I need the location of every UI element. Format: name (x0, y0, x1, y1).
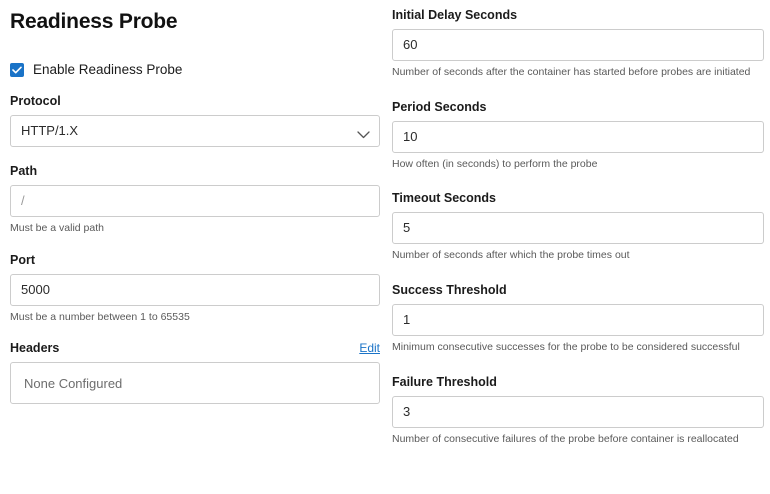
headers-label-row (10, 341, 380, 355)
port-input[interactable]: 5000 (10, 274, 380, 306)
initial-delay-field (392, 8, 764, 80)
right-column (392, 0, 764, 446)
path-input[interactable]: / (10, 185, 380, 217)
failure-threshold-input[interactable]: 3 (392, 396, 764, 428)
protocol-select-wrapper[interactable] (10, 115, 380, 147)
failure-threshold-hint: Number of consecutive failures of the probe before container is reallocated (392, 432, 739, 445)
page-title: Readiness Probe (10, 10, 178, 33)
headers-field (10, 341, 380, 404)
enable-readiness-probe-label: Enable Readiness Probe (33, 62, 183, 77)
period-field (392, 100, 764, 172)
path-field (10, 164, 380, 236)
timeout-label: Timeout Seconds (392, 191, 496, 206)
port-label: Port (10, 252, 35, 267)
left-column (10, 0, 380, 404)
path-hint: Must be a valid path (10, 222, 104, 234)
period-input[interactable]: 10 (392, 121, 764, 153)
headers-value-box[interactable]: None Configured (10, 362, 380, 404)
initial-delay-hint: Number of seconds after the container has started before probes are initiated (392, 66, 751, 78)
timeout-hint: Number of seconds after which the probe times out (392, 249, 630, 262)
timeout-input[interactable]: 5 (392, 212, 764, 244)
path-label: Path (10, 164, 38, 178)
port-hint: Must be a number between 1 to 65535 (10, 310, 190, 323)
initial-delay-input[interactable]: 60 (392, 29, 764, 61)
headers-edit-link[interactable]: Edit (359, 341, 380, 356)
period-label: Period Seconds (392, 99, 487, 114)
failure-threshold-label: Failure Threshold (392, 374, 497, 389)
failure-threshold-field (392, 375, 764, 447)
timeout-field (392, 191, 764, 263)
success-threshold-label: Success Threshold (392, 282, 507, 297)
initial-delay-label: Initial Delay Seconds (392, 8, 518, 22)
success-threshold-field (392, 283, 764, 355)
checkbox-checked-icon[interactable] (10, 63, 24, 77)
enable-readiness-probe-checkbox-row[interactable] (10, 62, 380, 77)
protocol-field (10, 94, 380, 147)
protocol-label: Protocol (10, 94, 61, 108)
port-field (10, 253, 380, 325)
headers-label: Headers (10, 341, 60, 356)
period-hint: How often (in seconds) to perform the probe (392, 157, 598, 170)
protocol-select[interactable]: HTTP/1.X (10, 115, 380, 147)
success-threshold-hint: Minimum consecutive successes for the probe to be considered successful (392, 340, 740, 353)
success-threshold-input[interactable]: 1 (392, 304, 764, 336)
